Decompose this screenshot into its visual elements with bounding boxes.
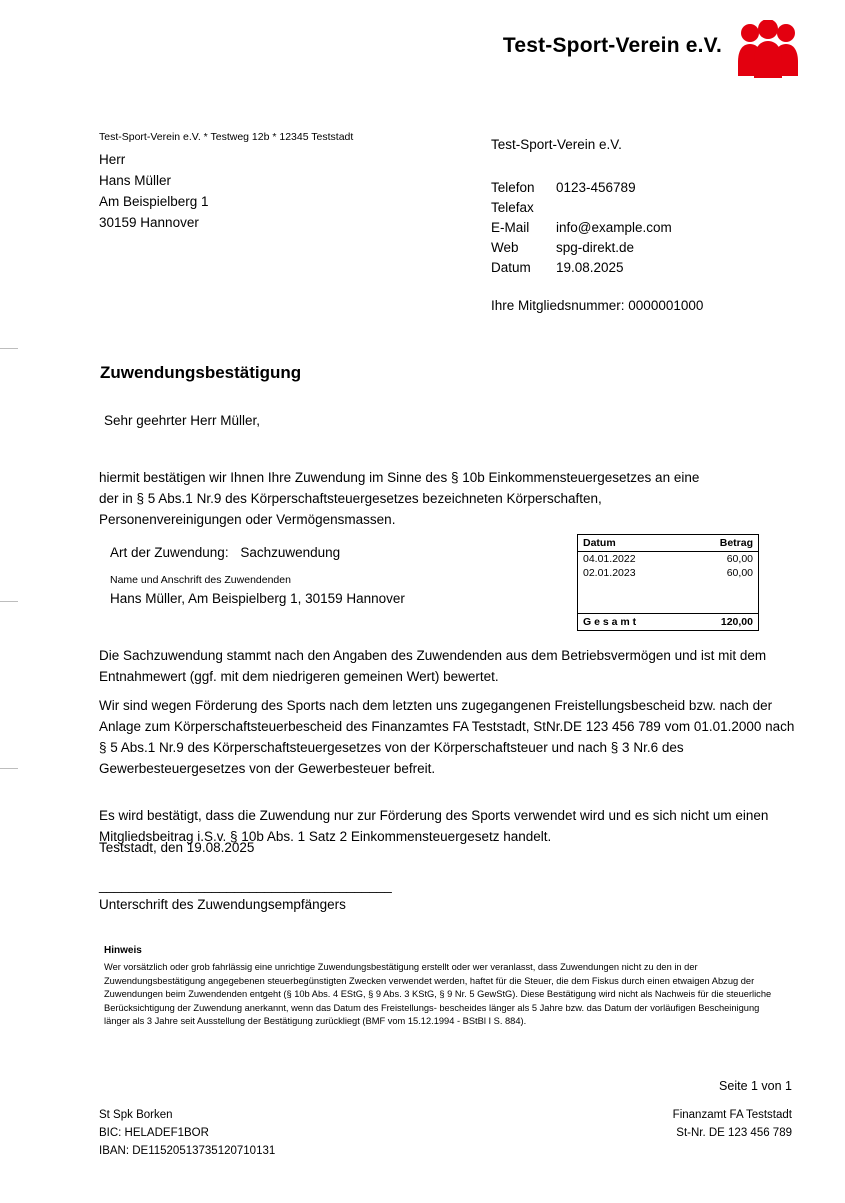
fold-mark-bottom: [0, 768, 18, 769]
amounts-header-amount: Betrag: [684, 535, 758, 552]
amounts-cell-amount: 60,00: [726, 553, 753, 565]
footer-bank-block: [99, 1106, 275, 1160]
sender-return-line: Test-Sport-Verein e.V. * Testweg 12b * 12345 Teststadt: [99, 131, 354, 143]
contact-row-email: [491, 218, 672, 238]
amounts-total-label: G e s a m t: [583, 616, 637, 628]
contact-row-datum: [491, 258, 672, 278]
donor-address: Hans Müller, Am Beispielberg 1, 30159 Hannover: [110, 591, 405, 606]
donation-kind-line: [110, 545, 340, 560]
contact-value-datum: 19.08.2025: [556, 260, 624, 275]
contact-row-telefax: [491, 198, 672, 218]
contact-row-web: [491, 238, 672, 258]
three-people-logo-icon: [736, 20, 800, 80]
member-number: Ihre Mitgliedsnummer: 0000001000: [491, 298, 704, 313]
amounts-header-row: [578, 535, 758, 552]
contact-label-email: E-Mail: [491, 220, 530, 235]
donor-caption: Name und Anschrift des Zuwendenden: [110, 574, 291, 586]
letter-salutation: Sehr geehrter Herr Müller,: [104, 413, 261, 428]
amounts-header-date: Datum: [578, 535, 684, 552]
signature-caption: Unterschrift des Zuwendungsempfängers: [99, 897, 346, 912]
recipient-street: Am Beispielberg 1: [99, 194, 209, 209]
footer-tax-office: Finanzamt FA Teststadt: [672, 1109, 792, 1121]
paragraph-sachzuwendung: Die Sachzuwendung stammt nach den Angaben des Zuwendenden aus dem Betriebsvermögen und ist mit dem Entnahmewert (ggf. mit dem niedrigeren gemeinen Wert) bewertet.: [99, 648, 767, 684]
contact-label-telefon: Telefon: [491, 180, 535, 195]
contact-value-email: info@example.com: [556, 220, 672, 235]
amounts-cell-date: 02.01.2023: [583, 567, 636, 579]
donation-kind-label: Art der Zuwendung:: [110, 545, 229, 560]
contact-value-telefon: 0123-456789: [556, 180, 636, 195]
footer-bic: BIC: HELADEF1BOR: [99, 1127, 209, 1139]
donation-kind-value: Sachzuwendung: [240, 545, 341, 560]
fold-mark-top: [0, 348, 18, 349]
organization-title: Test-Sport-Verein e.V.: [502, 34, 722, 57]
amounts-total-row: [578, 613, 758, 630]
signature-rule: _______________________________________: [99, 878, 392, 893]
place-and-date: Teststadt, den 19.08.2025: [99, 840, 255, 855]
table-row: [578, 566, 758, 580]
paragraph-foerderung: Wir sind wegen Förderung des Sports nach dem letzten uns zugegangenen Freistellungsbescheid bzw. nach der Anlage zum Körperschaftsteuerbescheid des Finanzamtes FA Teststadt, StNr.DE 123 456 789 vom 01.01.2000 nach § 5 Abs.1 Nr.9 des Körperschaftsteuergesetzes von der Körperschaftsteuer und nach § 3 Nr.6 des Gewerbesteuergesetzes von der Gewerbesteuer befreit.: [99, 698, 795, 776]
page-title: Zuwendungsbestätigung: [100, 363, 302, 382]
amounts-table-inner: [578, 535, 758, 580]
paragraph-bestaetigung: Es wird bestätigt, dass die Zuwendung nur zur Förderung des Sports verwendet wird und es sich nicht um einen Mitgliedsbeitrag i.S.v. § 10b Abs. 1 Satz 2 Einkommensteuergesetz handelt.: [99, 808, 769, 844]
amounts-cell-date: 04.01.2022: [583, 553, 636, 565]
recipient-address: [99, 149, 209, 233]
contact-label-web: Web: [491, 240, 519, 255]
contact-label-telefax: Telefax: [491, 200, 534, 215]
contact-organization-name: Test-Sport-Verein e.V.: [491, 137, 622, 152]
footer-iban: IBAN: DE11520513735120710131: [99, 1145, 276, 1157]
fold-mark-middle: [0, 601, 18, 602]
contact-row-telefon: [491, 178, 672, 198]
amounts-total-value: 120,00: [720, 616, 753, 628]
recipient-city: 30159 Hannover: [99, 215, 199, 230]
footer-tax-block: [673, 1106, 792, 1142]
contact-label-datum: Datum: [491, 260, 531, 275]
contact-value-web: spg-direkt.de: [556, 240, 635, 255]
contact-value-telefax: [556, 198, 672, 218]
notice-title: Hinweis: [104, 945, 142, 956]
recipient-name: Hans Müller: [99, 173, 172, 188]
table-row: [578, 552, 758, 567]
paragraph-intro: hiermit bestätigen wir Ihnen Ihre Zuwendung im Sinne des § 10b Einkommensteuergesetzes an eine der in § 5 Abs.1 Nr.9 des Körperschaftsteuergesetzes bezeichneten Körperschaften, Personenvereinigungen oder Vermögensmassen.: [99, 470, 700, 527]
notice-body: Wer vorsätzlich oder grob fahrlässig eine unrichtige Zuwendungsbestätigung erstellt oder wer veranlasst, dass Zuwendungen nicht zu den in der Zuwendungsbestätigung angegebenen steuerbegünstigten Zwecken verwendet werden, haftet für die Steuer, die dem Fiskus durch einen etwaigen Abzug der Zuwendungen beim Zuwendenden entgeht (§ 10b Abs. 4 EStG, § 9 Abs. 3 KStG, § 9 Nr. 5 GewStG). Diese Bestätigung wird nicht als Nachweis für die steuerliche Berücksichtigung der Zuwendung anerkannt, wenn das Datum des Freistellungs- bescheides länger als 5 Jahre bzw. das Datum der vorläufigen Bescheinigung länger als 3 Jahre seit Ausstellung der Bestätigung zurückliegt (BMF vom 15.12.1994 - BStBl I S. 884).: [104, 962, 772, 1026]
recipient-salutation-line: Herr: [99, 152, 126, 167]
footer-bank-name: St Spk Borken: [99, 1109, 173, 1121]
amounts-cell-amount: 60,00: [726, 567, 753, 579]
page-indicator: Seite 1 von 1: [719, 1079, 792, 1093]
contact-details-table: [491, 178, 672, 278]
amounts-table: [577, 534, 759, 631]
footer-tax-number: St-Nr. DE 123 456 789: [676, 1127, 792, 1139]
